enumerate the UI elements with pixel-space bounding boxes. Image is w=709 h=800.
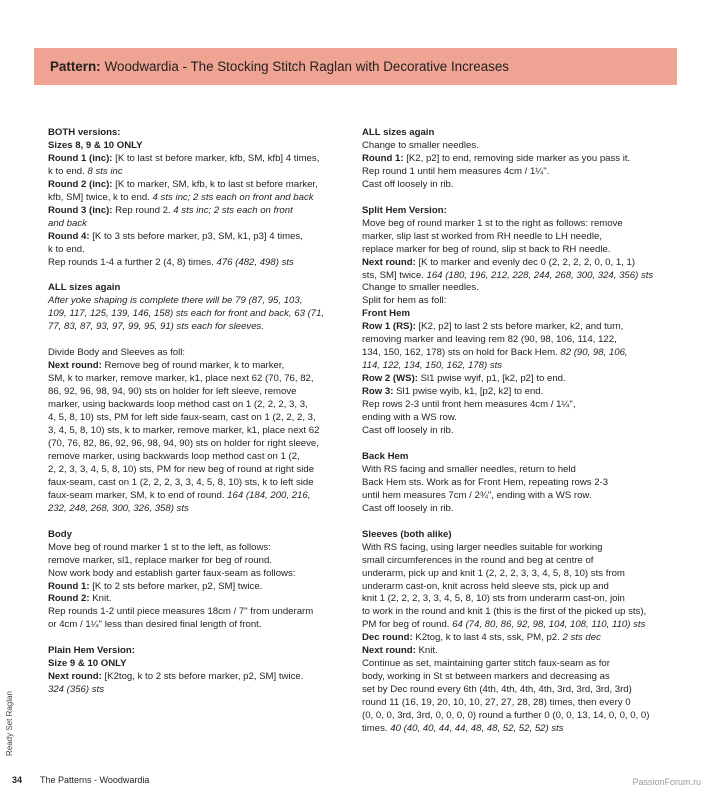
text-line — [362, 593, 662, 606]
text-segment: times. — [362, 722, 391, 734]
left-column — [48, 127, 346, 710]
text-segment: underarm, pick up and knit 1 (2, 2, 2, 3, 3, 4, 5, 8, 10) sts from — [362, 567, 625, 579]
text-line — [48, 658, 346, 671]
text-line — [362, 334, 662, 347]
instruction-block — [48, 347, 346, 515]
text-line — [48, 153, 346, 166]
text-segment: Rep round 1 until hem measures 4cm / 1¼". — [362, 165, 550, 177]
text-segment: Remove beg of round marker, k to marker, — [101, 360, 285, 372]
text-line — [48, 503, 346, 516]
text-line — [362, 373, 662, 386]
text-line — [48, 645, 346, 658]
text-segment: Split for hem as foll: — [362, 295, 447, 307]
text-line — [362, 606, 662, 619]
bold-text: Row 2 (WS): — [362, 373, 418, 385]
text-segment: Sl1 pwise wyif, p1, [k2, p2] to end. — [417, 373, 566, 385]
text-line — [362, 270, 662, 283]
text-segment: Cast off loosely in rib. — [362, 502, 454, 514]
bold-text: Round 4: — [48, 230, 90, 242]
text-segment: faux-seam marker, SM, k to end of round. — [48, 489, 228, 501]
text-line — [48, 568, 346, 581]
text-line — [48, 451, 346, 464]
text-line — [362, 477, 662, 490]
text-segment: faux-seam, cast on 1 (2, 2, 2, 3, 3, 4, 5, 8, 10) sts, k to left side — [48, 476, 314, 488]
text-line — [362, 645, 662, 658]
text-segment: Knit. — [89, 593, 112, 605]
bold-text: ALL sizes again — [362, 127, 435, 138]
text-line — [362, 723, 662, 736]
bold-text: Front Hem — [362, 308, 410, 320]
text-segment: 4, 5, 8, 10) sts, PM for left side faux-seam, cast on 1 (2, 2, 2, 3, — [48, 412, 316, 424]
text-segment: Cast off loosely in rib. — [362, 178, 454, 190]
bold-text: Body — [48, 528, 72, 540]
italic-text: 109, 117, 125, 139, 146, 158) sts each for front and back, 63 (71, — [48, 308, 325, 320]
text-segment: 2, 2, 3, 3, 4, 5, 8, 10) sts, PM for new beg of round at right side — [48, 463, 315, 475]
bold-text: Sleeves (both alike) — [362, 528, 452, 540]
text-line — [362, 568, 662, 581]
text-line — [362, 581, 662, 594]
text-line — [362, 464, 662, 477]
text-line — [362, 308, 662, 321]
bold-text: ALL sizes again — [48, 282, 121, 294]
bold-text: Next round: — [48, 671, 102, 683]
text-line — [48, 542, 346, 555]
text-line — [362, 399, 662, 412]
italic-text: 324 (356) sts — [48, 684, 104, 696]
italic-text: 40 (40, 40, 44, 44, 48, 48, 52, 52, 52) sts — [390, 722, 564, 734]
text-line — [362, 632, 662, 645]
text-segment: removing marker and leaving rem 82 (90, 98, 106, 114, 122, — [362, 334, 617, 346]
text-segment: (0, 0, 0, 3rd, 3rd, 0, 0, 0, 0) round a further 0 (0, 0, 13, 14, 0, 0, 0, 0) — [362, 710, 650, 722]
text-segment: marker, using backwards loop method cast on 1 (2, 2, 2, 3, 3, — [48, 399, 308, 411]
text-line — [362, 140, 662, 153]
italic-text: 77, 83, 87, 93, 97, 99, 95, 91) sts each for sleeves. — [48, 321, 264, 333]
text-segment: ending with a WS row. — [362, 412, 457, 424]
bold-text: Row 1 (RS): — [362, 321, 416, 333]
text-line — [362, 282, 662, 295]
text-segment: knit 1 (2, 2, 2, 3, 3, 4, 5, 8, 10) sts from underarm cast-on, join — [362, 593, 625, 605]
text-segment: Rep rounds 1-4 a further 2 (4, 8) times. — [48, 256, 217, 268]
text-line — [48, 347, 346, 360]
text-line — [48, 308, 346, 321]
text-segment: [K to 3 sts before marker, p3, SM, k1, p3] 4 times, — [89, 230, 303, 242]
text-segment: Rep rows 2-3 until front hem measures 4cm / 1¼", — [362, 399, 576, 411]
italic-text: 476 (482, 498) sts — [216, 256, 294, 268]
text-segment: 86, 92, 96, 98, 94, 90) sts on holder for left sleeve, remove — [48, 386, 297, 398]
text-line — [362, 503, 662, 516]
page-number: 34 — [12, 775, 23, 785]
text-segment: sts, SM] twice. — [362, 269, 427, 281]
text-segment: K2tog, k to last 4 sts, ssk, PM, p2. — [412, 632, 563, 644]
text-line — [362, 684, 662, 697]
text-segment: Now work body and establish garter faux-seam as follows: — [48, 567, 296, 579]
text-segment: [K to last st before marker, kfb, SM, kfb] 4 times, — [112, 152, 320, 164]
bold-text: Split Hem Version: — [362, 204, 447, 216]
text-line — [48, 295, 346, 308]
text-line — [48, 218, 346, 231]
text-segment: Change to smaller needles. — [362, 282, 479, 294]
instruction-block — [48, 282, 346, 334]
bold-text: Back Hem — [362, 450, 409, 462]
text-line — [48, 321, 346, 334]
text-line — [48, 282, 346, 295]
text-segment: replace marker for beg of round, slip st back to RH needle. — [362, 243, 611, 255]
text-line — [362, 619, 662, 632]
text-line — [48, 399, 346, 412]
instruction-block — [362, 127, 662, 192]
text-segment: [K2, p2] to end, removing side marker as you pass it. — [403, 152, 631, 164]
text-line — [48, 257, 346, 270]
text-segment: Rep rounds 1-2 until piece measures 18cm / 7" from underarm — [48, 606, 314, 618]
text-line — [48, 581, 346, 594]
text-segment: Divide Body and Sleeves as foll: — [48, 347, 186, 359]
instruction-block — [362, 451, 662, 516]
italic-text: After yoke shaping is complete there will be 79 (87, 95, 103, — [48, 295, 303, 307]
bold-text: BOTH versions: — [48, 127, 121, 138]
text-line — [48, 671, 346, 684]
text-line — [48, 593, 346, 606]
italic-text: 64 (74, 80, 86, 92, 98, 104, 108, 110, 110) sts — [452, 619, 646, 631]
side-running-title: Ready Set Raglan — [5, 691, 14, 756]
text-segment: (70, 76, 82, 86, 92, 96, 98, 94, 90) sts on holder for right sleeve, — [48, 437, 319, 449]
bold-text: Next round: — [362, 256, 416, 268]
text-line — [48, 140, 346, 153]
italic-text: 4 sts inc; 2 sts each on front — [173, 204, 293, 216]
bold-text: Round 1: — [48, 580, 90, 592]
text-line — [362, 412, 662, 425]
text-line — [48, 606, 346, 619]
text-line — [362, 257, 662, 270]
text-line — [362, 179, 662, 192]
text-segment: [K to marker and evenly dec 0 (2, 2, 2, 2, 0, 0, 1, 1) — [415, 256, 636, 268]
text-line — [362, 360, 662, 373]
text-segment: remove marker, sl1, replace marker for beg of round. — [48, 554, 272, 566]
text-line — [48, 477, 346, 490]
bold-text: Sizes 8, 9 & 10 ONLY — [48, 139, 143, 151]
text-line — [362, 205, 662, 218]
bold-text: Row 3: — [362, 386, 394, 398]
text-segment: k to end. — [48, 243, 85, 255]
pattern-title: Woodwardia - The Stocking Stitch Raglan with Decorative Increases — [104, 59, 510, 74]
italic-text: 4 sts inc; 2 sts each on front and back — [152, 191, 314, 203]
text-line — [362, 321, 662, 334]
text-line — [48, 386, 346, 399]
italic-text: and back — [48, 217, 87, 229]
italic-text: 2 sts dec — [562, 632, 601, 644]
instruction-block — [362, 205, 662, 438]
bold-text: Dec round: — [362, 632, 413, 644]
right-column — [362, 127, 662, 749]
watermark: PassionForum.ru — [632, 777, 701, 787]
text-line — [48, 425, 346, 438]
footer-title: The Patterns - Woodwardia — [40, 775, 150, 785]
text-line — [48, 464, 346, 477]
bold-text: Next round: — [48, 360, 102, 372]
bold-text: Round 3 (inc): — [48, 204, 113, 216]
text-segment: set by Dec round every 6th (4th, 4th, 4th, 4th, 3rd, 3rd, 3rd, 3rd) — [362, 684, 632, 696]
text-line — [362, 671, 662, 684]
bold-text: Round 1 (inc): — [48, 152, 113, 164]
text-segment: body, working in St st between markers and decreasing as — [362, 671, 610, 683]
text-line — [48, 192, 346, 205]
text-line — [362, 386, 662, 399]
text-segment: With RS facing, using larger needles suitable for working — [362, 541, 603, 553]
italic-text: 8 sts inc — [87, 165, 123, 177]
text-line — [48, 490, 346, 503]
text-segment: [K to 2 sts before marker, p2, SM] twice. — [89, 580, 263, 592]
text-segment: With RS facing and smaller needles, return to held — [362, 463, 576, 475]
text-segment: SM, k to marker, remove marker, k1, place next 62 (70, 76, 82, — [48, 373, 314, 385]
italic-text: 82 (90, 98, 106, — [560, 347, 628, 359]
text-segment: Knit. — [415, 645, 438, 657]
pattern-title-banner — [34, 48, 677, 85]
text-line — [48, 619, 346, 632]
text-segment: Cast off loosely in rib. — [362, 424, 454, 436]
text-segment: [K2tog, k to 2 sts before marker, p2, SM] twice. — [101, 671, 304, 683]
italic-text: 114, 122, 134, 150, 162, 178) sts — [362, 360, 503, 372]
text-line — [48, 684, 346, 697]
text-line — [48, 179, 346, 192]
text-line — [362, 529, 662, 542]
text-line — [362, 710, 662, 723]
instruction-block — [362, 529, 662, 736]
text-line — [48, 438, 346, 451]
bold-text: Plain Hem Version: — [48, 645, 135, 657]
pattern-label: Pattern: — [50, 59, 101, 74]
text-line — [362, 127, 662, 140]
text-line — [362, 697, 662, 710]
text-line — [362, 347, 662, 360]
italic-text: 164 (184, 200, 216, — [227, 489, 311, 501]
bold-text: Round 1: — [362, 152, 404, 164]
text-line — [362, 555, 662, 568]
text-line — [48, 412, 346, 425]
bold-text: Round 2: — [48, 593, 90, 605]
text-segment: 3, 4, 5, 8, 10) sts, k to marker, remove marker, k1, place next 62 — [48, 425, 320, 437]
text-line — [362, 490, 662, 503]
text-line — [362, 218, 662, 231]
text-line — [362, 542, 662, 555]
text-line — [362, 425, 662, 438]
bold-text: Size 9 & 10 ONLY — [48, 658, 127, 670]
text-segment: kfb, SM] twice, k to end. — [48, 191, 153, 203]
bold-text: Next round: — [362, 645, 416, 657]
text-line — [48, 555, 346, 568]
text-line — [362, 295, 662, 308]
instruction-block — [48, 127, 346, 269]
text-segment: or 4cm / 1¼" less than desired final length of front. — [48, 619, 262, 631]
text-segment: small circumferences in the round and beg at centre of — [362, 554, 594, 566]
text-segment: remove marker, using backwards loop method cast on 1 (2, — [48, 450, 300, 462]
text-line — [48, 166, 346, 179]
text-segment: Continue as set, maintaining garter stitch faux-seam as for — [362, 658, 610, 670]
italic-text: 164 (180, 196, 212, 228, 244, 268, 300, 324, 356) sts — [426, 269, 654, 281]
text-segment: underarm cast-on, knit across held sleeve sts, pick up and — [362, 580, 609, 592]
text-segment: Sl1 pwise wyib, k1, [p2, k2] to end. — [393, 386, 544, 398]
text-segment: until hem measures 7cm / 2¾", ending with a WS row. — [362, 489, 592, 501]
bold-text: Round 2 (inc): — [48, 178, 113, 190]
text-segment: marker, slip last st worked from RH needle to LH needle, — [362, 230, 602, 242]
instruction-block — [48, 529, 346, 633]
text-segment: round 11 (16, 19, 20, 10, 10, 27, 27, 28, 28) times, then every 0 — [362, 697, 631, 709]
text-segment: k to end. — [48, 165, 88, 177]
text-line — [48, 360, 346, 373]
text-segment: PM for beg of round. — [362, 619, 453, 631]
italic-text: 232, 248, 268, 300, 326, 358) sts — [48, 502, 189, 514]
text-line — [362, 166, 662, 179]
text-line — [362, 231, 662, 244]
text-segment: 134, 150, 162, 178) sts on hold for Back Hem. — [362, 347, 561, 359]
text-line — [48, 373, 346, 386]
text-segment: Move beg of round marker 1 st to the left, as follows: — [48, 541, 271, 553]
text-line — [48, 127, 346, 140]
text-segment: Change to smaller needles. — [362, 139, 479, 151]
instruction-block — [48, 645, 346, 697]
text-segment: Rep round 2. — [112, 204, 174, 216]
text-line — [48, 244, 346, 257]
text-segment: [K2, p2] to last 2 sts before marker, k2, and turn, — [415, 321, 624, 333]
text-line — [362, 451, 662, 464]
text-line — [48, 231, 346, 244]
text-line — [48, 529, 346, 542]
text-segment: Move beg of round marker 1 st to the right as follows: remove — [362, 217, 623, 229]
text-segment: [K to marker, SM, kfb, k to last st before marker, — [112, 178, 318, 190]
text-line — [362, 244, 662, 257]
text-segment: to work in the round and knit 1 (this is the first of the picked up sts), — [362, 606, 647, 618]
text-line — [362, 658, 662, 671]
text-line — [362, 153, 662, 166]
text-segment: Back Hem sts. Work as for Front Hem, repeating rows 2-3 — [362, 476, 609, 488]
text-line — [48, 205, 346, 218]
